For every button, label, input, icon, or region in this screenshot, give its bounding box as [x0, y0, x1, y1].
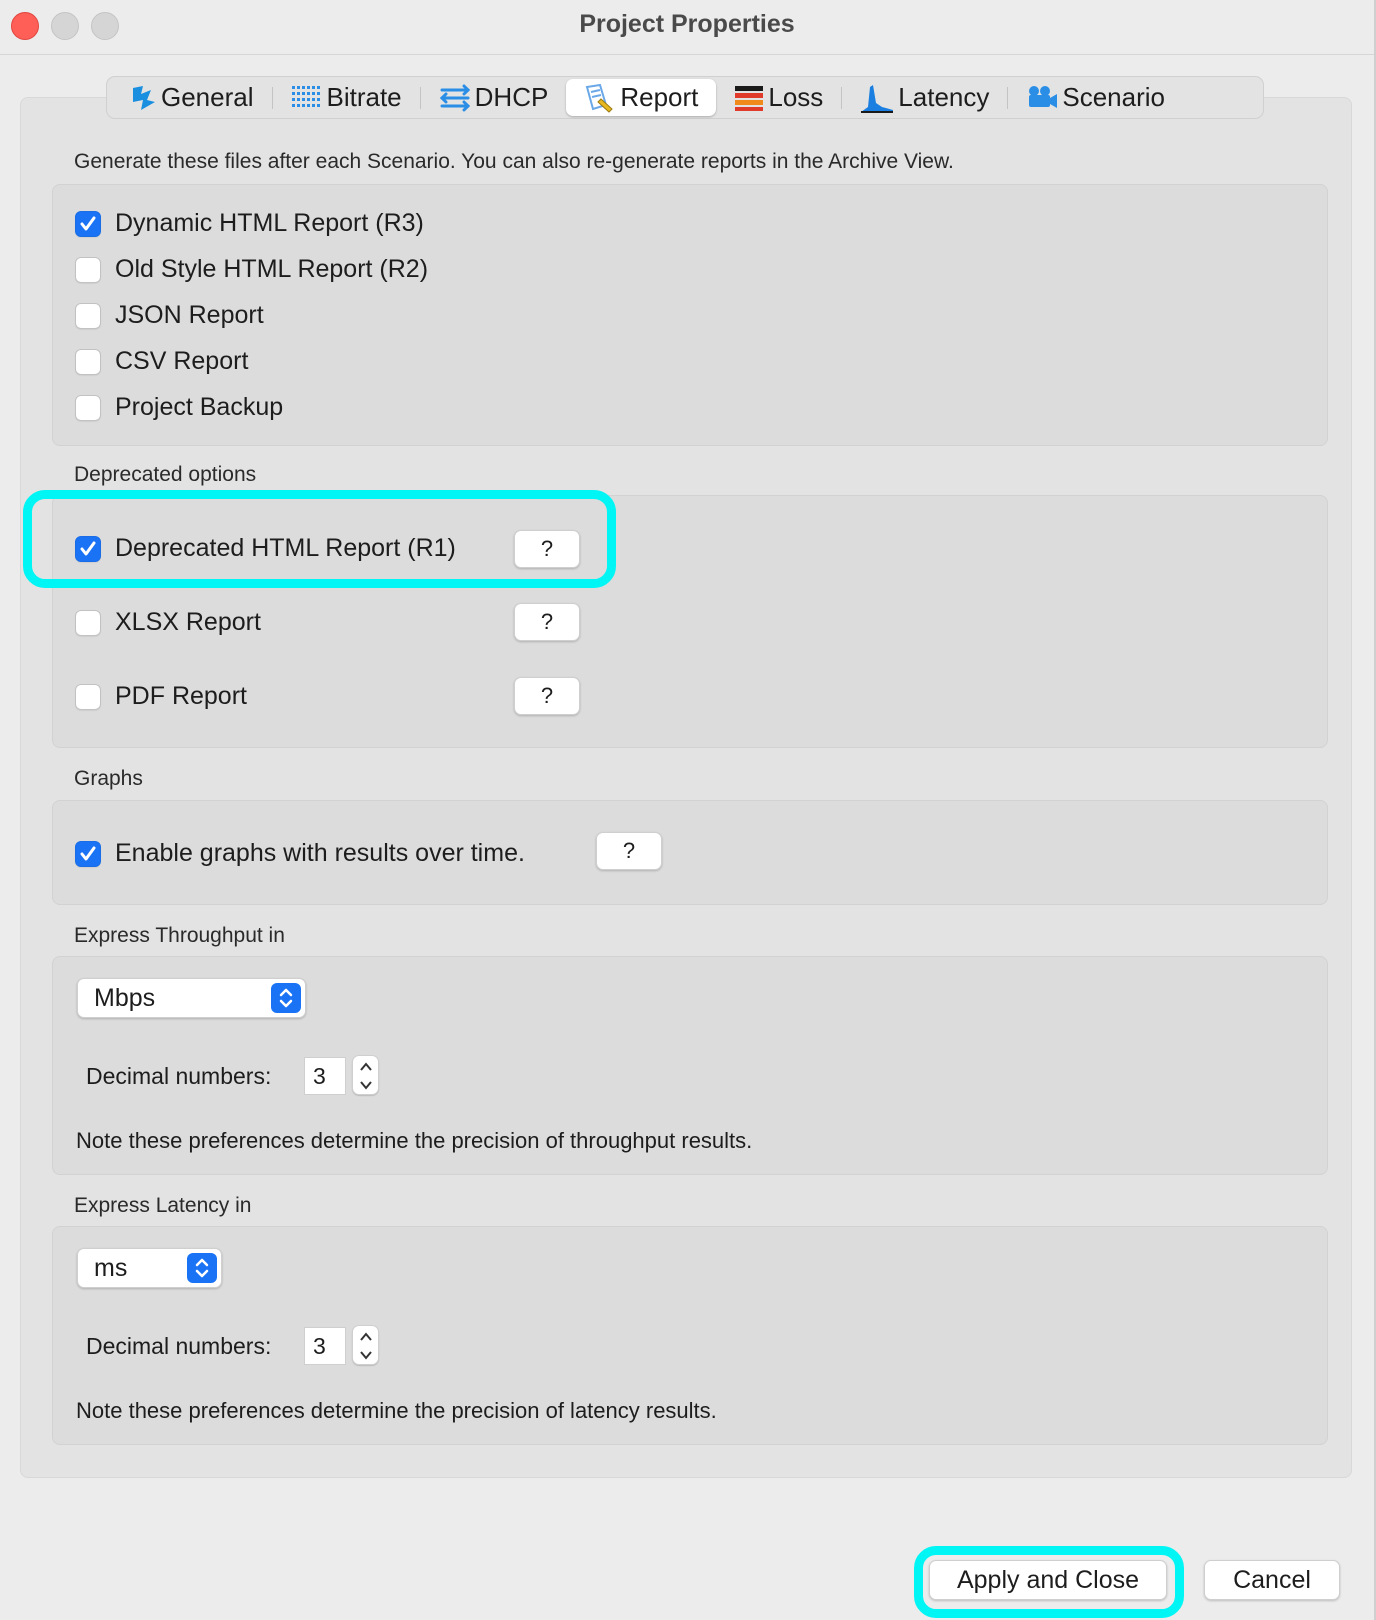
graphs-label: Graphs [74, 767, 143, 790]
throughput-decimals-stepper[interactable] [352, 1055, 379, 1095]
tab-dhcp-label: DHCP [474, 82, 549, 112]
report-hint-text: Generate these files after each Scenario. You can also re-generate reports in the Archive View. [74, 150, 954, 173]
latency-label: Express Latency in [74, 1194, 252, 1217]
checkbox-label: Old Style HTML Report (R2) [115, 255, 429, 283]
tab-scenario-label: Scenario [1062, 82, 1165, 112]
deprecated-html-help-button[interactable]: ? [514, 530, 580, 568]
throughput-label: Express Throughput in [74, 924, 285, 947]
checkmark-icon [79, 215, 97, 233]
latency-icon [860, 83, 894, 113]
tab-general-label: General [161, 82, 254, 112]
highlight-deprecated-html [23, 490, 616, 588]
latency-unit-select[interactable] [77, 1248, 222, 1288]
chevron-down-icon[interactable] [353, 1345, 378, 1364]
tab-report-label: Report [620, 82, 699, 112]
dhcp-icon [439, 84, 471, 112]
select-arrows-icon [187, 1253, 217, 1283]
title-bar [0, 0, 1374, 55]
latency-unit-value: ms [94, 1254, 128, 1282]
chevron-down-icon[interactable] [353, 1075, 378, 1094]
json-report-checkbox[interactable] [75, 303, 101, 329]
csv-report-checkbox[interactable] [75, 349, 101, 375]
xlsx-report-checkbox[interactable] [75, 610, 101, 636]
throughput-decimals-field[interactable]: 3 [304, 1057, 346, 1095]
highlight-apply-button [914, 1546, 1184, 1618]
latency-decimals-field[interactable]: 3 [304, 1327, 346, 1365]
chevron-up-icon[interactable] [353, 1327, 378, 1346]
tab-bar [106, 76, 1264, 119]
select-arrows-icon [271, 983, 301, 1013]
tab-scenario[interactable] [1008, 79, 1183, 116]
xlsx-help-button[interactable]: ? [514, 603, 580, 641]
checkbox-label: Dynamic HTML Report (R3) [115, 209, 424, 237]
report-icon [584, 83, 616, 113]
cancel-button[interactable]: Cancel [1204, 1560, 1340, 1600]
dynamic-html-report-checkbox[interactable] [75, 211, 101, 237]
tab-latency-label: Latency [898, 82, 990, 112]
project-backup-checkbox[interactable] [75, 395, 101, 421]
throughput-unit-value: Mbps [94, 984, 156, 1012]
checkmark-icon [79, 845, 97, 863]
tab-general[interactable] [111, 79, 272, 116]
checkbox-label: CSV Report [115, 347, 249, 375]
tab-loss[interactable] [716, 79, 841, 116]
tab-report[interactable] [566, 79, 716, 116]
checkbox-label: PDF Report [115, 682, 247, 710]
latency-note: Note these preferences determine the precision of latency results. [76, 1398, 717, 1423]
throughput-note: Note these preferences determine the precision of throughput results. [76, 1128, 753, 1153]
checkbox-label: XLSX Report [115, 608, 261, 636]
tab-dhcp[interactable] [421, 79, 567, 116]
checkbox-row[interactable] [75, 209, 424, 238]
bitrate-icon [291, 84, 323, 112]
checkbox-row[interactable] [75, 608, 261, 637]
deprecated-options-label: Deprecated options [74, 463, 257, 486]
tab-bitrate[interactable] [273, 79, 420, 116]
latency-decimals-stepper[interactable] [352, 1325, 379, 1365]
pdf-report-checkbox[interactable] [75, 684, 101, 710]
enable-graphs-checkbox[interactable] [75, 841, 101, 867]
latency-decimal-label: Decimal numbers: [86, 1333, 272, 1359]
graphs-help-button[interactable]: ? [596, 832, 662, 870]
checkbox-label: Project Backup [115, 393, 284, 421]
throughput-decimal-label: Decimal numbers: [86, 1063, 272, 1089]
tab-loss-label: Loss [768, 82, 824, 112]
window-title: Project Properties [579, 10, 795, 38]
checkbox-row[interactable] [75, 393, 283, 422]
checkbox-row[interactable] [75, 347, 248, 376]
pdf-help-button[interactable]: ? [514, 677, 580, 715]
checkbox-label: JSON Report [115, 301, 264, 329]
tab-latency[interactable] [842, 79, 1007, 116]
apply-and-close-button[interactable]: Apply and Close [929, 1560, 1167, 1600]
loss-icon [734, 84, 764, 112]
tab-bitrate-label: Bitrate [326, 82, 402, 112]
old-style-html-report-checkbox[interactable] [75, 257, 101, 283]
checkbox-label: Enable graphs with results over time. [115, 839, 525, 867]
checkbox-row[interactable] [75, 682, 247, 711]
checkbox-row[interactable] [75, 839, 525, 868]
checkbox-row[interactable] [75, 301, 264, 330]
general-icon [129, 84, 157, 112]
throughput-unit-select[interactable] [77, 978, 306, 1018]
checkbox-label: Deprecated HTML Report (R1) [115, 534, 456, 562]
chevron-up-icon[interactable] [353, 1057, 378, 1076]
scenario-icon [1026, 84, 1058, 112]
checkbox-row[interactable] [75, 255, 428, 284]
